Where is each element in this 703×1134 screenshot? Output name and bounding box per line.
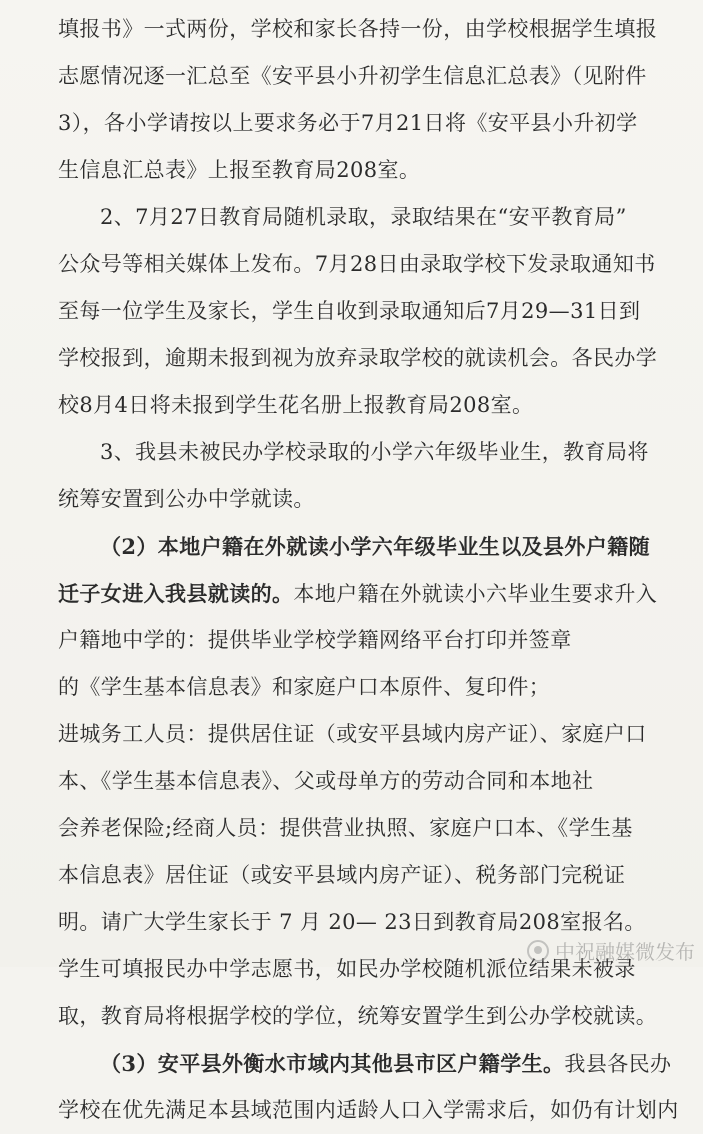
text-line: 3、我县未被民办学校录取的小学六年级毕业生，教育局将 (100, 440, 649, 464)
text-line: 至每一位学生及家长，学生自收到录取通知后7月29—31日到 (58, 299, 641, 323)
text-line: 学校报到，逾期未报到视为放弃录取学校的就读机会。各民办学 (58, 346, 658, 370)
text-continuation: 本地户籍在外就读小六毕业生要求升入 (293, 582, 658, 606)
text-line: 学校在优先满足本县域范围内适龄人口入学需求后，如仍有计划内 (58, 1098, 679, 1122)
text-line: 学生可填报民办中学志愿书，如民办学校随机派位结果未被录 (58, 957, 636, 981)
mixed-line (58, 570, 698, 617)
text-line: 的《学生基本信息表》和家庭户口本原件、复印件； (58, 675, 551, 699)
text-line: 户籍地中学的：提供毕业学校学籍网络平台打印并签章 (58, 628, 572, 652)
text-line: 2、7月27日教育局随机录取，录取结果在“安平教育局” (100, 205, 627, 229)
text-continuation: 我县各民办 (564, 1052, 672, 1076)
text-line: 生信息汇总表》上报至教育局208室。 (58, 158, 421, 182)
text-line: 填报书》一式两份，学校和家长各持一份，由学校根据学生填报 (58, 17, 658, 41)
section-heading-continuation: 迁子女进入我县就读的。 (58, 581, 294, 606)
text-line: 本信息表》居住证（或安平县域内房产证）、税务部门完税证 (58, 863, 626, 887)
text-line: 校8月4日将未报到学生花名册上报教育局208室。 (58, 393, 534, 417)
text-line: 志愿情况逐一汇总至《安平县小升初学生信息汇总表》（见附件 (58, 64, 647, 88)
section-heading: （3）安平县外衡水市域内其他县市区户籍学生。 (100, 1051, 565, 1076)
wechat-channel-icon (527, 940, 549, 962)
watermark (527, 936, 695, 965)
text-line: 进城务工人员：提供居住证（或安平县域内房产证）、家庭户口 (58, 722, 647, 746)
text-line: 明。请广大学生家长于 7 月 20— 23日到教育局208室报名。 (58, 910, 646, 934)
text-line: 统筹安置到公办中学就读。 (58, 487, 315, 511)
watermark-text: 中祝融媒微发布 (555, 940, 695, 964)
text-line: 3），各小学请按以上要求务必于7月21日将《安平县小升初学 (58, 111, 638, 135)
text-line: 取，教育局将根据学校的学位，统筹安置学生到公办学校就读。 (58, 1004, 658, 1028)
text-line: 本、《学生基本信息表》、父或母单方的劳动合同和本地社 (58, 769, 594, 793)
text-line: 公众号等相关媒体上发布。7月28日由录取学校下发录取通知书 (58, 252, 656, 276)
mixed-line (58, 1040, 698, 1087)
text-line: 会养老保险;经商人员：提供营业执照、家庭户口本、《学生基 (58, 816, 633, 840)
section-heading: （2）本地户籍在外就读小学六年级毕业生以及县外户籍随 (100, 534, 651, 559)
